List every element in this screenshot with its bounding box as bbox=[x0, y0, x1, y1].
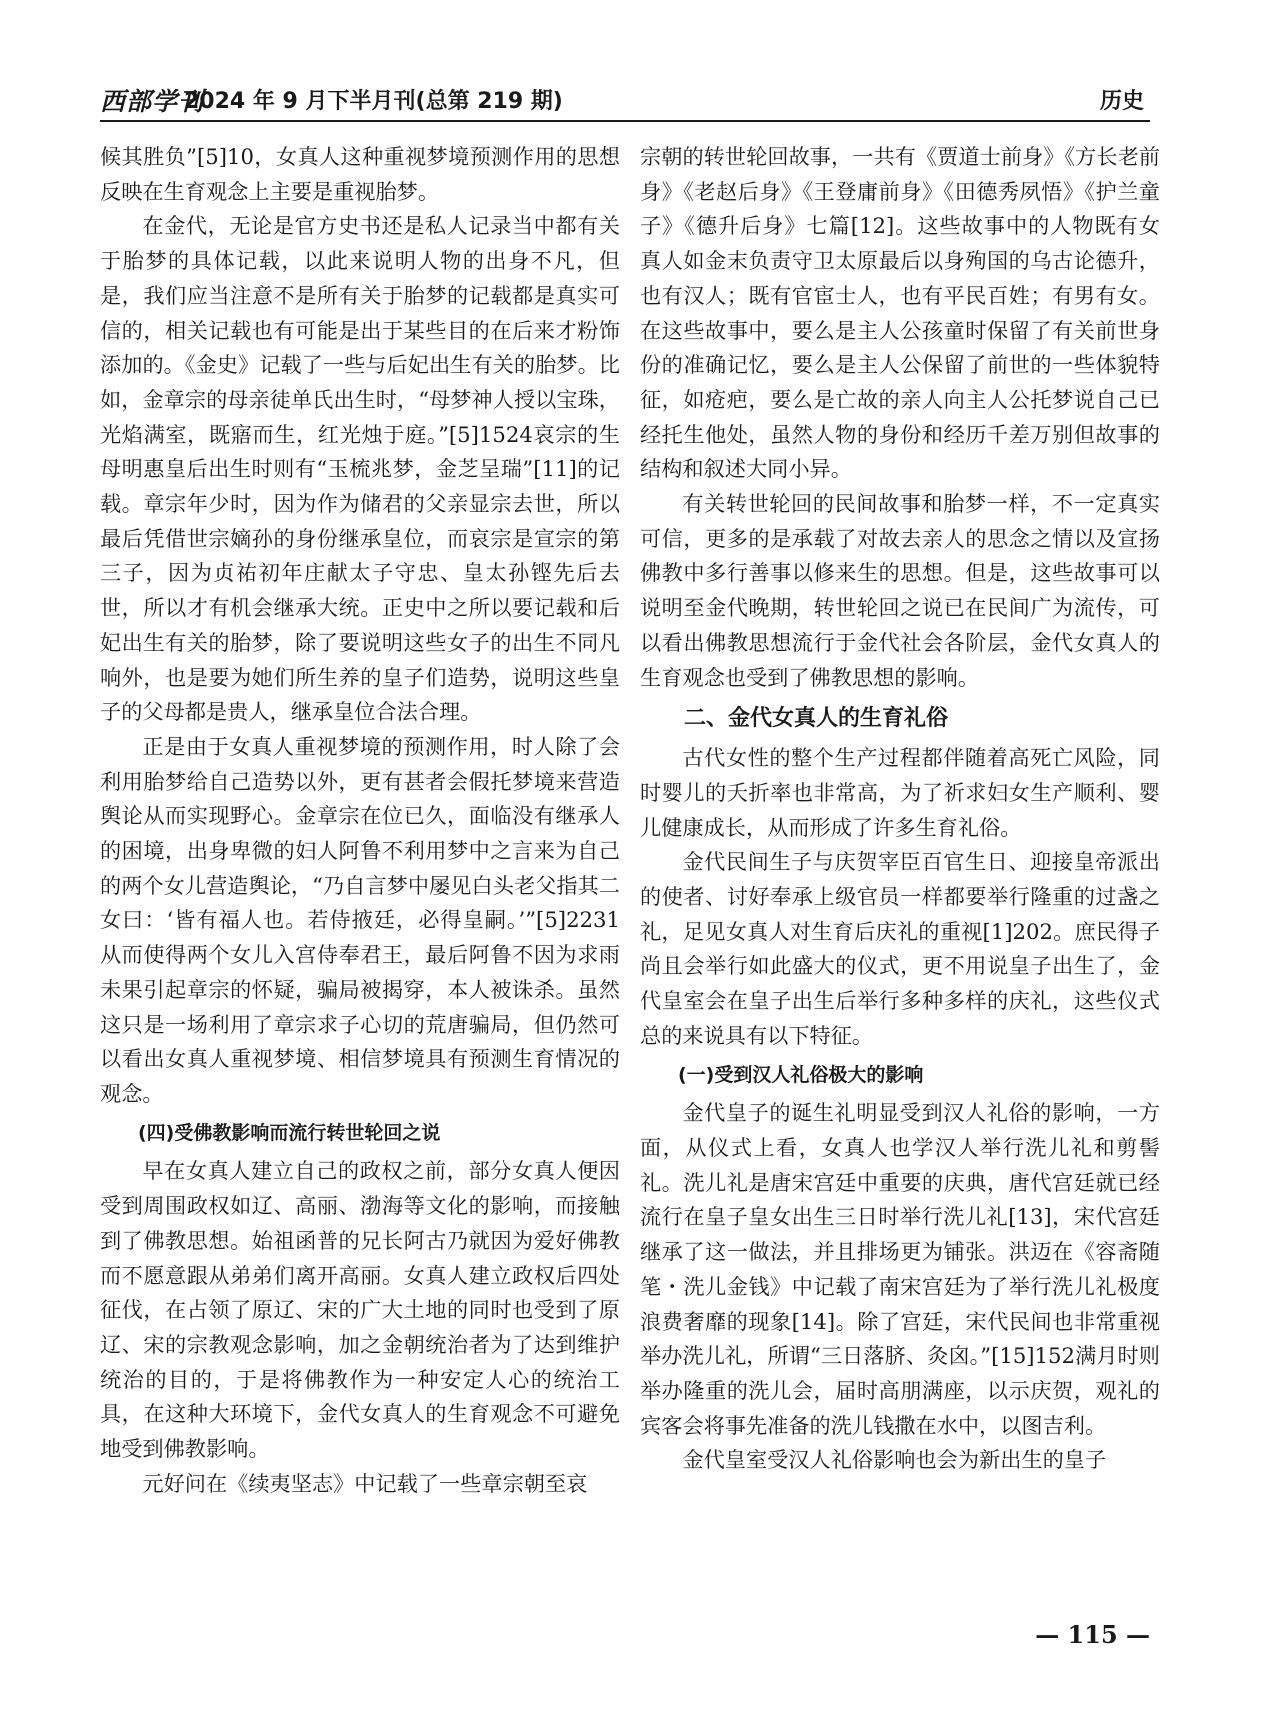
paragraph: 金代皇子的诞生礼明显受到汉人礼俗的影响，一方面，从仪式上看，女真人也学汉人举行洗儿礼和剪髻礼。洗儿礼是唐宋宫廷中重要的庆典，唐代宫廷就已经流行在皇子皇女出生三日时举行洗儿礼[13]，宋代宫廷继承了这一做法，并且排场更为铺张。洪迈在《容斋随笔・洗儿金钱》中记载了南宋宫廷为了举行洗儿礼极度浪费奢靡的现象[14]。除了宫廷，宋代民间也非常重视举办洗儿礼，所谓“三日落脐、灸囟。”[15]152满月时则举办隆重的洗儿会，届时高朋满座，以示庆贺，观礼的宾客会将事先准备的洗儿钱撒在水中，以图吉利。 bbox=[640, 1100, 1160, 1438]
subsection-heading: (一)受到汉人礼俗极大的影响 bbox=[678, 1063, 924, 1086]
paragraph: 在金代，无论是官方史书还是私人记录当中都有关于胎梦的具体记载，以此来说明人物的出身不凡，但是，我们应当注意不是所有关于胎梦的记载都是真实可信的，相关记载也有可能是出于某些目的在后来才粉饰添加的。《金史》记载了一些与后妃出生有关的胎梦。比如，金章宗的母亲徒单氏出生时，“母梦神人授以宝珠，光焰满室，既寤而生，红光烛于庭。”[5]1524哀宗的生母明惠皇后出生时则有“玉梳兆梦，金芝呈瑞”[11]的记载。章宗年少时，因为作为储君的父亲显宗去世，所以最后凭借世宗嫡孙的身份继承皇位，而哀宗是宣宗的第三子，因为贞祐初年庄献太子守忠、皇太孙铿先后去世，所以才有机会继承大统。正史中之所以要记载和后妃出生有关的胎梦，除了要说明这些女子的出生不同凡响外，也是要为她们所生养的皇子们造势，说明这些皇子的父母都是贵人，继承皇位合法合理。 bbox=[100, 213, 620, 725]
paragraph: 古代女性的整个生产过程都伴随着高死亡风险，同时婴儿的夭折率也非常高，为了祈求妇女生产顺利、婴儿健康成长，从而形成了许多生育礼俗。 bbox=[640, 745, 1160, 840]
subsection-heading: (四)受佛教影响而流行转世轮回之说 bbox=[138, 1121, 441, 1144]
section-label: 历史 bbox=[1099, 89, 1144, 114]
paragraph: 有关转世轮回的民间故事和胎梦一样，不一定真实可信，更多的是承载了对故去亲人的思念之情以及宣扬佛教中多行善事以修来生的思想。但是，这些故事可以说明至金代晚期，转世轮回之说已在民间广为流传，可以看出佛教思想流行于金代社会各阶层，金代女真人的生育观念也受到了佛教思想的影响。 bbox=[640, 491, 1160, 690]
paragraph: 正是由于女真人重视梦境的预测作用，时人除了会利用胎梦给自己造势以外，更有甚者会假托梦境来营造舆论从而实现野心。金章宗在位已久，面临没有继承人的困境，出身卑微的妇人阿鲁不利用梦中之言来为自己的两个女儿营造舆论，“乃自言梦中屡见白头老父指其二女曰：‘皆有福人也。若侍掖廷，必得皇嗣。’”[5]2231从而使得两个女儿入宫侍奉君王，最后阿鲁不因为求雨未果引起章宗的怀疑，骗局被揭穿，本人被诛杀。虽然这只是一场利用了章宗求子心切的荒唐骗局，但仍然可以看出女真人重视梦境、相信梦境具有预测生育情况的观念。 bbox=[100, 733, 620, 1106]
section-heading: 二、金代女真人的生育礼俗 bbox=[684, 706, 949, 732]
right-column bbox=[640, 140, 1160, 1478]
journal-logo: 西部学刊 bbox=[100, 87, 205, 116]
paragraph: 金代民间生子与庆贺宰臣百官生日、迎接皇帝派出的使者、讨好奉承上级官员一样都要举行隆重的过盏之礼，足见女真人对生育后庆礼的重视[1]202。庶民得子尚且会举行如此盛大的仪式，更不用说皇子出生了，金代皇室会在皇子出生后举行多种多样的庆礼，这些仪式总的来说具有以下特征。 bbox=[640, 849, 1160, 1048]
paragraph: 早在女真人建立自己的政权之前，部分女真人便因受到周围政权如辽、高丽、渤海等文化的影响，而接触到了佛教思想。始祖函普的兄长阿古乃就因为爱好佛教而不愿意跟从弟弟们离开高丽。女真人建立政权后四处征伐，在占领了原辽、宋的广大土地的同时也受到了原辽、宋的宗教观念影响，加之金朝统治者为了达到维护统治的目的，于是将佛教作为一种安定人心的统治工具，在这种大环境下，金代女真人的生育观念不可避免地受到佛教影响。 bbox=[100, 1158, 620, 1462]
paragraph: 金代皇室受汉人礼俗影响也会为新出生的皇子 bbox=[682, 1447, 1107, 1473]
running-header bbox=[100, 86, 1150, 122]
paragraph: 元好问在《续夷坚志》中记载了一些章宗朝至哀 bbox=[142, 1470, 588, 1496]
left-column bbox=[100, 140, 620, 1501]
paragraph: 候其胜负”[5]10，女真人这种重视梦境预测作用的思想反映在生育观念上主要是重视胎梦。 bbox=[100, 144, 620, 204]
page-number: — 115 — bbox=[1035, 1620, 1150, 1649]
paragraph: 宗朝的转世轮回故事，一共有《贾道士前身》《方长老前身》《老赵后身》《王登庸前身》《田德秀夙悟》《护兰童子》《德升后身》七篇[12]。这些故事中的人物既有女真人如金末负责守卫太原最后以身殉国的乌古论德升，也有汉人；既有官宦士人，也有平民百姓；有男有女。在这些故事中，要么是主人公孩童时保留了有关前世身份的准确记忆，要么是主人公保留了前世的一些体貌特征，如疮疤，要么是亡故的亲人向主人公托梦说自己已经托生他处，虽然人物的身份和经历千差万别但故事的结构和叙述大同小异。 bbox=[640, 144, 1160, 482]
issue-info: 2024 年 9 月下半月刊(总第 219 期) bbox=[184, 89, 563, 114]
